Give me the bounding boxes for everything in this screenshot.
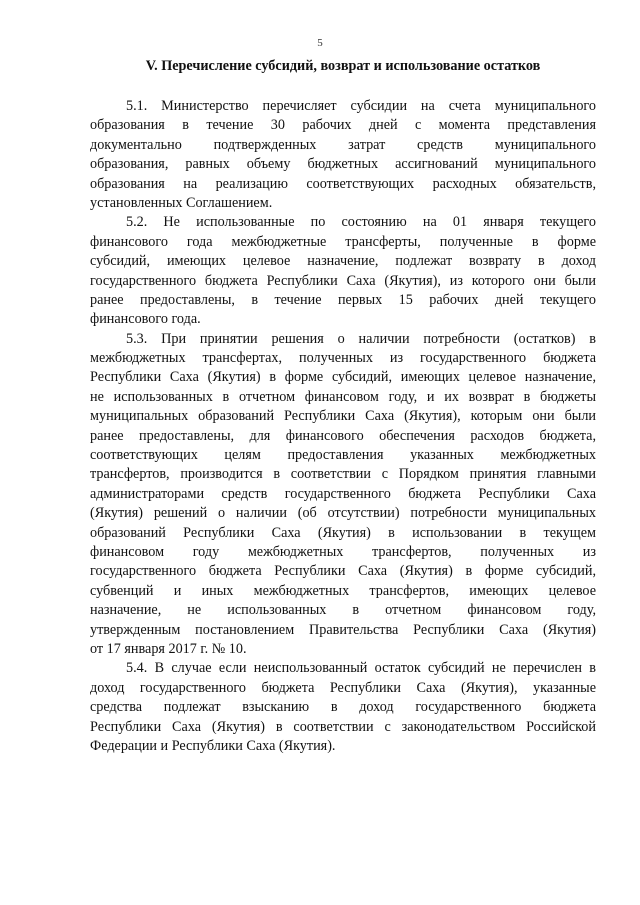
page-number: 5 bbox=[317, 37, 323, 49]
paragraph bbox=[90, 330, 596, 660]
text-line: образования в течение 30 рабочих дней с момента представления bbox=[90, 117, 596, 134]
text-line: ранее предоставлены, в течение первых 15 рабочих дней текущего bbox=[90, 291, 596, 308]
text-line: межбюджетных трансфертах, полученных из государственного бюджета bbox=[90, 350, 596, 367]
text-line: утвержденным постановлением Правительства Республики Саха (Якутия) bbox=[90, 621, 596, 638]
text-line: образований Республики Саха (Якутия) в использовании в текущем bbox=[90, 524, 596, 541]
text-line: (Якутия) решений о наличии (об отсутствии) потребности муниципальных bbox=[90, 505, 596, 522]
paragraph bbox=[90, 659, 596, 756]
text-line: от 17 января 2017 г. № 10. bbox=[90, 640, 247, 657]
text-line: 5.2. Не использованные по состоянию на 01 января текущего bbox=[126, 214, 596, 231]
text-line: ранее предоставлены, для финансового обеспечения расходов бюджета, bbox=[90, 427, 596, 444]
text-line: трансфертов, производится в соответствии с Порядком принятия главными bbox=[90, 466, 596, 483]
text-line: образования на реализацию соответствующих расходных обязательств, bbox=[90, 175, 596, 192]
paragraph bbox=[90, 213, 596, 329]
text-line: администраторами средств государственного бюджета Республики Саха bbox=[90, 485, 596, 502]
text-line: установленных Соглашением. bbox=[90, 194, 273, 211]
text-line: Федерации и Республики Саха (Якутия). bbox=[90, 737, 336, 754]
document-body bbox=[90, 97, 596, 756]
paragraph bbox=[90, 97, 596, 213]
text-line: образования, равных объему бюджетных ассигнований муниципального bbox=[90, 156, 596, 173]
text-line: 5.4. В случае если неиспользованный остаток субсидий не перечислен в bbox=[126, 660, 596, 677]
section-title: V. Перечисление субсидий, возврат и использование остатков bbox=[145, 58, 541, 74]
text-line: финансового года межбюджетные трансферты, полученные в форме bbox=[90, 233, 596, 250]
text-line: средства подлежат взысканию в доход государственного бюджета bbox=[90, 699, 596, 716]
text-line: Республики Саха (Якутия) в соответствии с законодательством Российской bbox=[90, 718, 596, 735]
text-line: финансового года. bbox=[90, 311, 201, 328]
text-line: Республики Саха (Якутия) в форме субсидий, имеющих целевое назначение, bbox=[90, 369, 596, 386]
text-line: не использованных в отчетном финансовом году, и их возврат в бюджеты bbox=[90, 388, 596, 405]
text-line: 5.3. При принятии решения о наличии потребности (остатков) в bbox=[126, 330, 596, 347]
text-line: государственного бюджета Республики Саха (Якутия), из которого они были bbox=[90, 272, 596, 289]
text-line: доход государственного бюджета Республики Саха (Якутия), указанные bbox=[90, 679, 596, 696]
text-line: назначение, не использованных в отчетном финансовом году, bbox=[90, 602, 596, 619]
text-line: субсидий, имеющих целевое назначение, подлежат возврату в доход bbox=[90, 253, 596, 270]
text-line: 5.1. Министерство перечисляет субсидии на счета муниципального bbox=[126, 98, 596, 114]
text-line: муниципальных образований Республики Саха (Якутия), которым они были bbox=[90, 408, 596, 425]
text-line: соответствующих целям предоставления указанных межбюджетных bbox=[90, 447, 596, 464]
text-line: субвенций и иных межбюджетных трансфертов, имеющих целевое bbox=[90, 582, 596, 599]
text-line: государственного бюджета Республики Саха (Якутия) в форме субсидий, bbox=[90, 563, 596, 580]
text-line: документально подтвержденных затрат средств муниципального bbox=[90, 136, 596, 153]
text-line: финансовом году межбюджетных трансфертов, полученных из bbox=[90, 543, 596, 560]
